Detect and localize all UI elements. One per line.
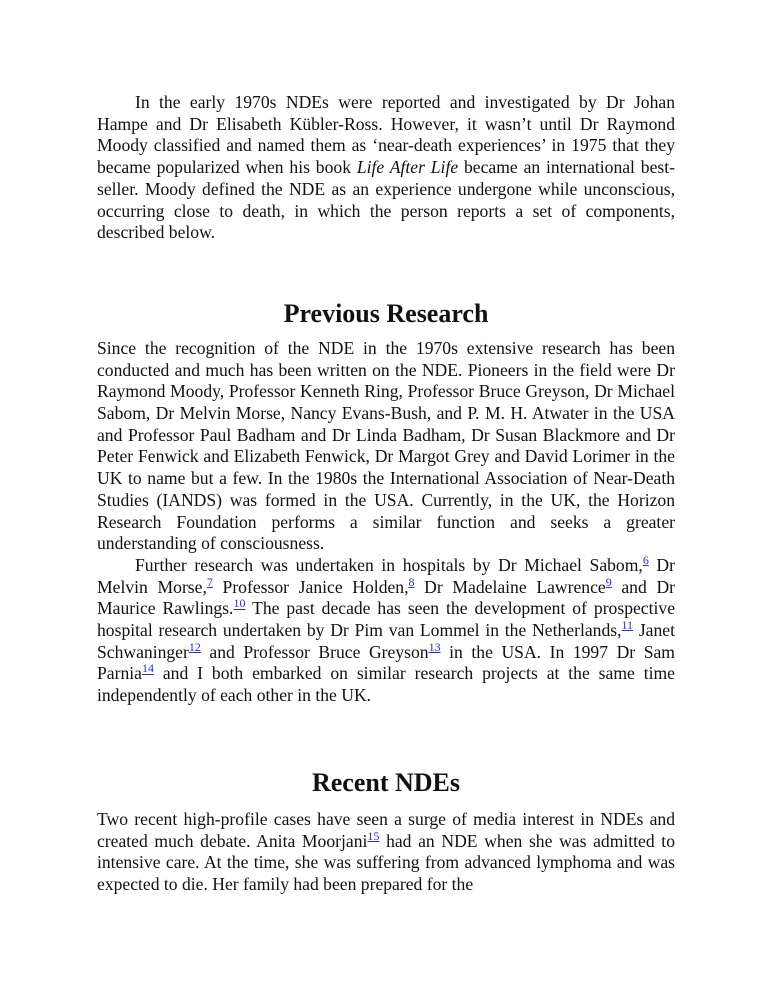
footnote-link-10[interactable]: 10 (233, 596, 246, 611)
text-segment: Further research was undertaken in hospitals by Dr Michael Sabom, (135, 554, 643, 575)
text-segment: Dr Madelaine Lawrence (414, 576, 606, 597)
text-segment: and I both embarked on similar research projects at the same time independently of each other in the UK. (97, 663, 675, 706)
previous-research-paragraph-1: Since the recognition of the NDE in the 1970s extensive research has been conducted and much has been written on the NDE. Pioneers in the field were Dr Raymond Moody, Professor Kenneth Ring, Professor Bruce Greyson, Dr Michael Sabom, Dr Melvin Morse, Nancy Evans-Bush, and P. M. H. Atwater in the USA and Professor Paul Badham and Dr Linda Badham, Dr Susan Blackmore and Dr Peter Fenwick and Elizabeth Fenwick, Dr Margot Grey and David Lorimer in the UK to name but a few. In the 1980s the International Association of Near-Death Studies (IANDS) was formed in the USA. Currently, in the UK, the Horizon Research Foundation performs a similar function and seeks a greater understanding of consciousness. (97, 337, 675, 554)
text-segment: The past decade has seen the development of prospective hospital research undertaken by Dr Pim van Lommel in the Netherlands, (97, 598, 675, 641)
text-segment: and Dr Maurice Rawlings. (97, 576, 676, 619)
intro-text-start: In the early 1970s NDEs were reported and investigated by Dr Johan Hampe and Dr Elisabeth Kübler-Ross. However, it wasn’t until Dr Raymond Moody classified and named them as ‘near-death experiences’ in 1975 that they became popularized when his book (97, 92, 675, 178)
text-segment: Dr Melvin Morse, (97, 554, 675, 597)
footnote-link-15[interactable]: 15 (367, 828, 380, 843)
footnote-link-8[interactable]: 8 (408, 574, 415, 589)
text-segment: Two recent high-profile cases have seen a surge of media interest in NDEs and created much debate. Anita Moorjani (97, 808, 675, 851)
text-segment: Professor Janice Holden, (212, 576, 409, 597)
footnote-link-7[interactable]: 7 (206, 574, 213, 589)
previous-research-paragraph-2 (97, 555, 675, 707)
intro-paragraph (97, 92, 675, 244)
footnote-link-11[interactable]: 11 (621, 618, 634, 633)
recent-ndes-heading: Recent NDEs (311, 767, 461, 797)
recent-ndes-paragraph (97, 809, 675, 896)
footnote-link-9[interactable]: 9 (605, 574, 612, 589)
book-title: Life After Life (356, 157, 459, 178)
footnote-link-14[interactable]: 14 (141, 661, 154, 676)
text-segment: had an NDE when she was admitted to intensive care. At the time, she was suffering from advanced lymphoma and was expected to die. Her family had been prepared for the (97, 830, 675, 894)
footnote-link-12[interactable]: 12 (188, 639, 201, 654)
previous-research-heading: Previous Research (283, 298, 489, 328)
intro-text-end: became an international best-seller. Moody defined the NDE as an experience undergone while unconscious, occurring close to death, in which the person reports a set of components, described below. (97, 157, 675, 243)
text-segment: Janet Schwaninger (97, 620, 675, 662)
footnote-link-13[interactable]: 13 (428, 639, 441, 654)
document-page (97, 92, 675, 896)
text-segment: in the USA. In 1997 Dr Sam Parnia (97, 641, 675, 684)
text-segment: and Professor Bruce Greyson (200, 641, 429, 662)
footnote-link-6[interactable]: 6 (642, 553, 649, 568)
